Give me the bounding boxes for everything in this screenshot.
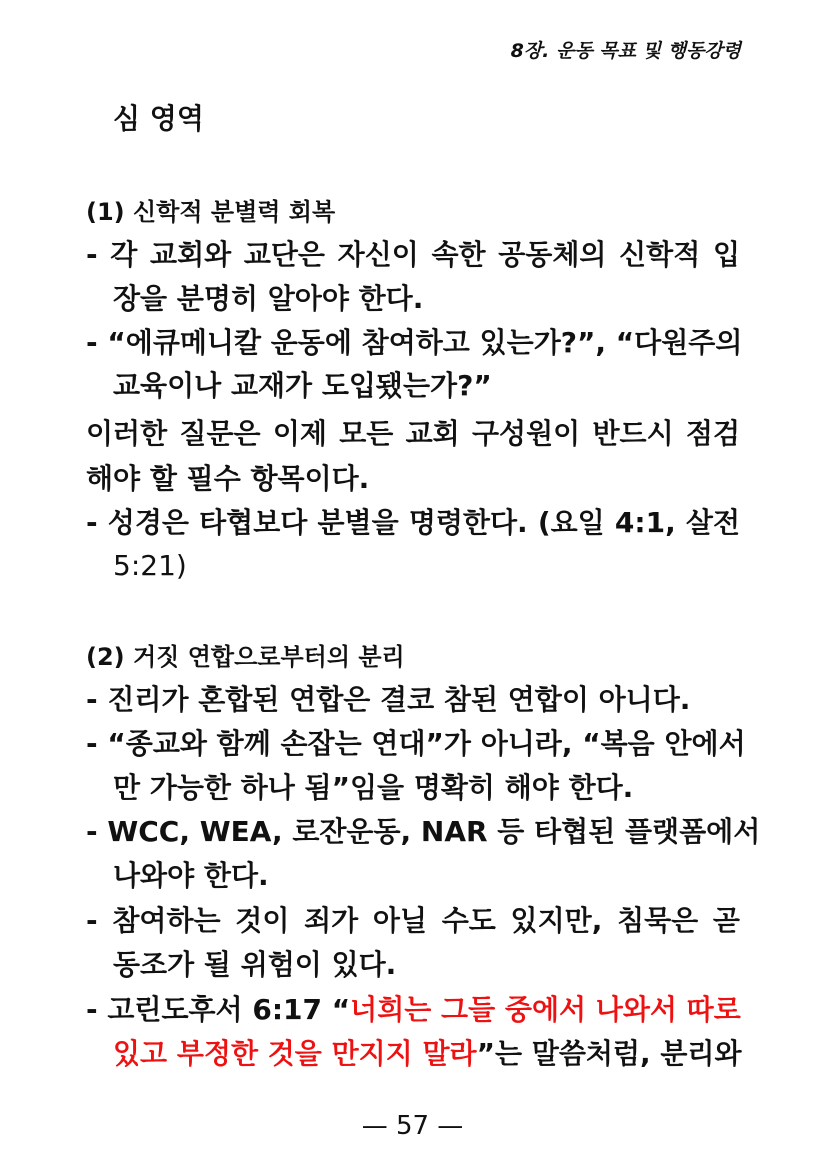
scripture-suffix: ”는 말씀처럼, 분리와	[476, 1037, 742, 1070]
page-number: — 57 —	[361, 1111, 464, 1141]
scripture-reference: - 고린도후서 6:17 “	[86, 993, 351, 1026]
s1-bullet-3-line-1: - 성경은 타협보다 분별을 명령한다. (요일 4:1, 살전	[86, 506, 740, 539]
s2-bullet-1: - 진리가 혼합된 연합은 결코 참된 연합이 아니다.	[86, 683, 691, 716]
s1-paragraph-line-2: 해야 할 필수 항목이다.	[86, 462, 370, 495]
scripture-quote-part-2: 있고 부정한 것을 만지지 말라	[113, 1037, 477, 1070]
chapter-header: 8장. 운동 목표 및 행동강령	[510, 40, 741, 62]
s1-bullet-2-line-2: 교육이나 교재가 도입됐는가?”	[113, 369, 492, 402]
s2-bullet-3-line-1: - WCC, WEA, 로잔운동, NAR 등 타협된 플랫폼에서	[86, 815, 761, 848]
s2-bullet-4-line-2: 동조가 될 위험이 있다.	[113, 948, 397, 981]
s1-bullet-1-line-2: 장을 분명히 알아야 한다.	[113, 282, 424, 315]
s2-bullet-5-line-1	[86, 991, 740, 1029]
s1-paragraph-line-1: 이러한 질문은 이제 모든 교회 구성원이 반드시 점검	[86, 417, 740, 450]
s2-bullet-2-line-2: 만 가능한 하나 됨”임을 명확히 해야 한다.	[113, 771, 634, 804]
s2-bullet-5-line-2	[113, 1035, 740, 1073]
section-1-title: (1) 신학적 분별력 회복	[86, 198, 336, 226]
section-heading: 심 영역	[113, 102, 204, 135]
section-2-title: (2) 거짓 연합으로부터의 분리	[86, 643, 405, 671]
s2-bullet-2-line-1: - “종교와 함께 손잡는 연대”가 아니라, “복음 안에서	[86, 727, 746, 760]
s1-bullet-3-line-2: 5:21)	[113, 549, 187, 582]
s1-bullet-1-line-1: - 각 교회와 교단은 자신이 속한 공동체의 신학적 입	[86, 238, 740, 271]
s1-bullet-2-line-1: - “에큐메니칼 운동에 참여하고 있는가?”, “다원주의	[86, 326, 743, 359]
s2-bullet-3-line-2: 나와야 한다.	[113, 859, 269, 892]
scripture-quote-part-1: 너희는 그들 중에서 나와서 따로	[350, 993, 741, 1026]
s2-bullet-4-line-1: - 참여하는 것이 죄가 아닐 수도 있지만, 침묵은 곧	[86, 904, 740, 937]
